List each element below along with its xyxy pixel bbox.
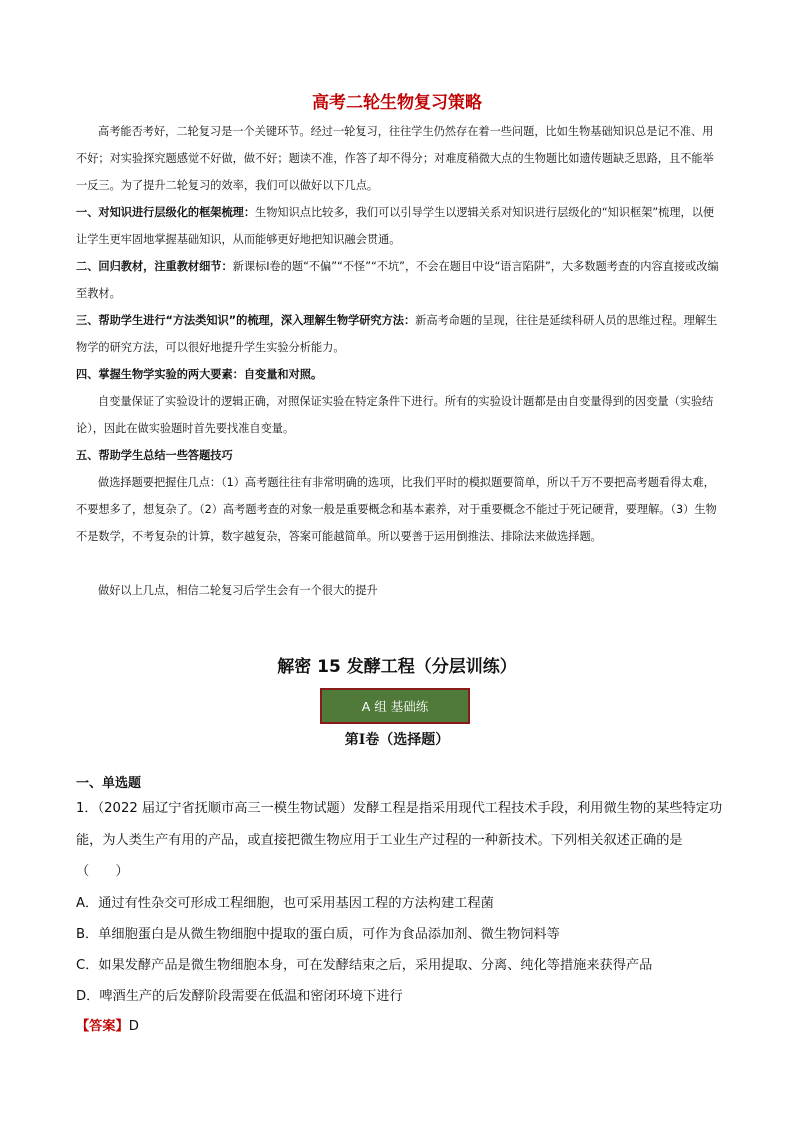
answer-value: D	[128, 1019, 139, 1034]
point-1-heading: 一、对知识进行层级化的框架梳理：	[76, 206, 256, 219]
point-2	[76, 253, 724, 307]
point-2-heading: 二、回归教材，注重教材细节：	[76, 260, 233, 273]
option-d: D．啤酒生产的后发酵阶段需要在低温和密闭环境下进行	[76, 989, 403, 1004]
intro-paragraph: 高考能否考好，二轮复习是一个关键环节。经过一轮复习，往往学生仍然存在着一些问题，比如生物基础知识总是记不准、用不好；对实验探究题感觉不好做，做不好；题读不准，作答了却不得分；对难度稍微大点的生物题比如遗传题缺乏思路，且不能举一反三。为了提升二轮复习的效率，我们可以做好以下几点。	[76, 125, 714, 192]
point-5-body: 做选择题要把握住几点：（1）高考题往往有非常明确的选项，比我们平时的模拟题要简单，所以千万不要把高考题看得太难，不要想多了，想复杂了。（2）高考题考查的对象一般是重要概念和基本素养，对于重要概念不能过于死记硬背，要理解。（3）生物不是数学，不考复杂的计算，数字越复杂，答案可能越简单。所以要善于运用倒推法、排除法来做选择题。	[76, 476, 717, 543]
answer-line	[76, 1015, 139, 1034]
point-2-body: 新课标Ⅰ卷的题“不偏”“不怪”“不坑”，不会在题目中设“语言陷阱”，大多数题考查的内容直接或改编至教材。	[76, 260, 719, 300]
point-3-body: 新高考命题的呈现，往往是延续科研人员的思维过程。理解生物学的研究方法，可以很好地提升学生实验分析能力。	[76, 314, 718, 354]
point-1	[76, 199, 724, 253]
option-a: A．通过有性杂交可形成工程细胞，也可采用基因工程的方法构建工程菌	[76, 896, 494, 911]
question-type-heading: 一、单选题	[76, 776, 142, 791]
article-title: 高考二轮生物复习策略	[312, 93, 482, 113]
point-4-body: 自变量保证了实验设计的逻辑正确，对照保证实验在特定条件下进行。所有的实验设计题都是由自变量得到的因变量（实验结论），因此在做实验题时首先要找准自变量。	[76, 395, 714, 435]
point-4-heading: 四、掌握生物学实验的两大要素：自变量和对照。	[76, 368, 323, 381]
volume-heading: 第Ⅰ卷（选择题）	[344, 732, 450, 748]
section-title: 解密 15 发酵工程（分层训练）	[277, 657, 517, 677]
point-3	[76, 307, 724, 361]
point-1-body: 生物知识点比较多，我们可以引导学生以逻辑关系对知识进行层级化的“知识框架”梳理，以便让学生更牢固地掌握基础知识，从而能够更好地把知识融会贯通。	[76, 206, 715, 246]
point-3-heading: 三、帮助学生进行“方法类知识”的梳理，深入理解生物学研究方法：	[76, 314, 416, 327]
point-5-heading: 五、帮助学生总结一些答题技巧	[76, 449, 233, 462]
answer-tag: 【答案】	[76, 1019, 129, 1034]
group-a-label: A 组 基础练	[320, 688, 470, 724]
closing-paragraph: 做好以上几点，相信二轮复习后学生会有一个很大的提升	[98, 584, 378, 597]
option-c: C．如果发酵产品是微生物细胞本身，可在发酵结束之后，采用提取、分离、纯化等措施来获得产品	[76, 958, 653, 973]
option-b: B．单细胞蛋白是从微生物细胞中提取的蛋白质，可作为食品添加剂、微生物饲料等	[76, 927, 560, 942]
question-stem: 1．（2022 届辽宁省抚顺市高三一模生物试题）发酵工程是指采用现代工程技术手段，利用微生物的某些特定功能，为人类生产有用的产品，或直接把微生物应用于工业生产过程的一种新技术。下列相关叙述正确的是（ ）	[76, 801, 723, 879]
